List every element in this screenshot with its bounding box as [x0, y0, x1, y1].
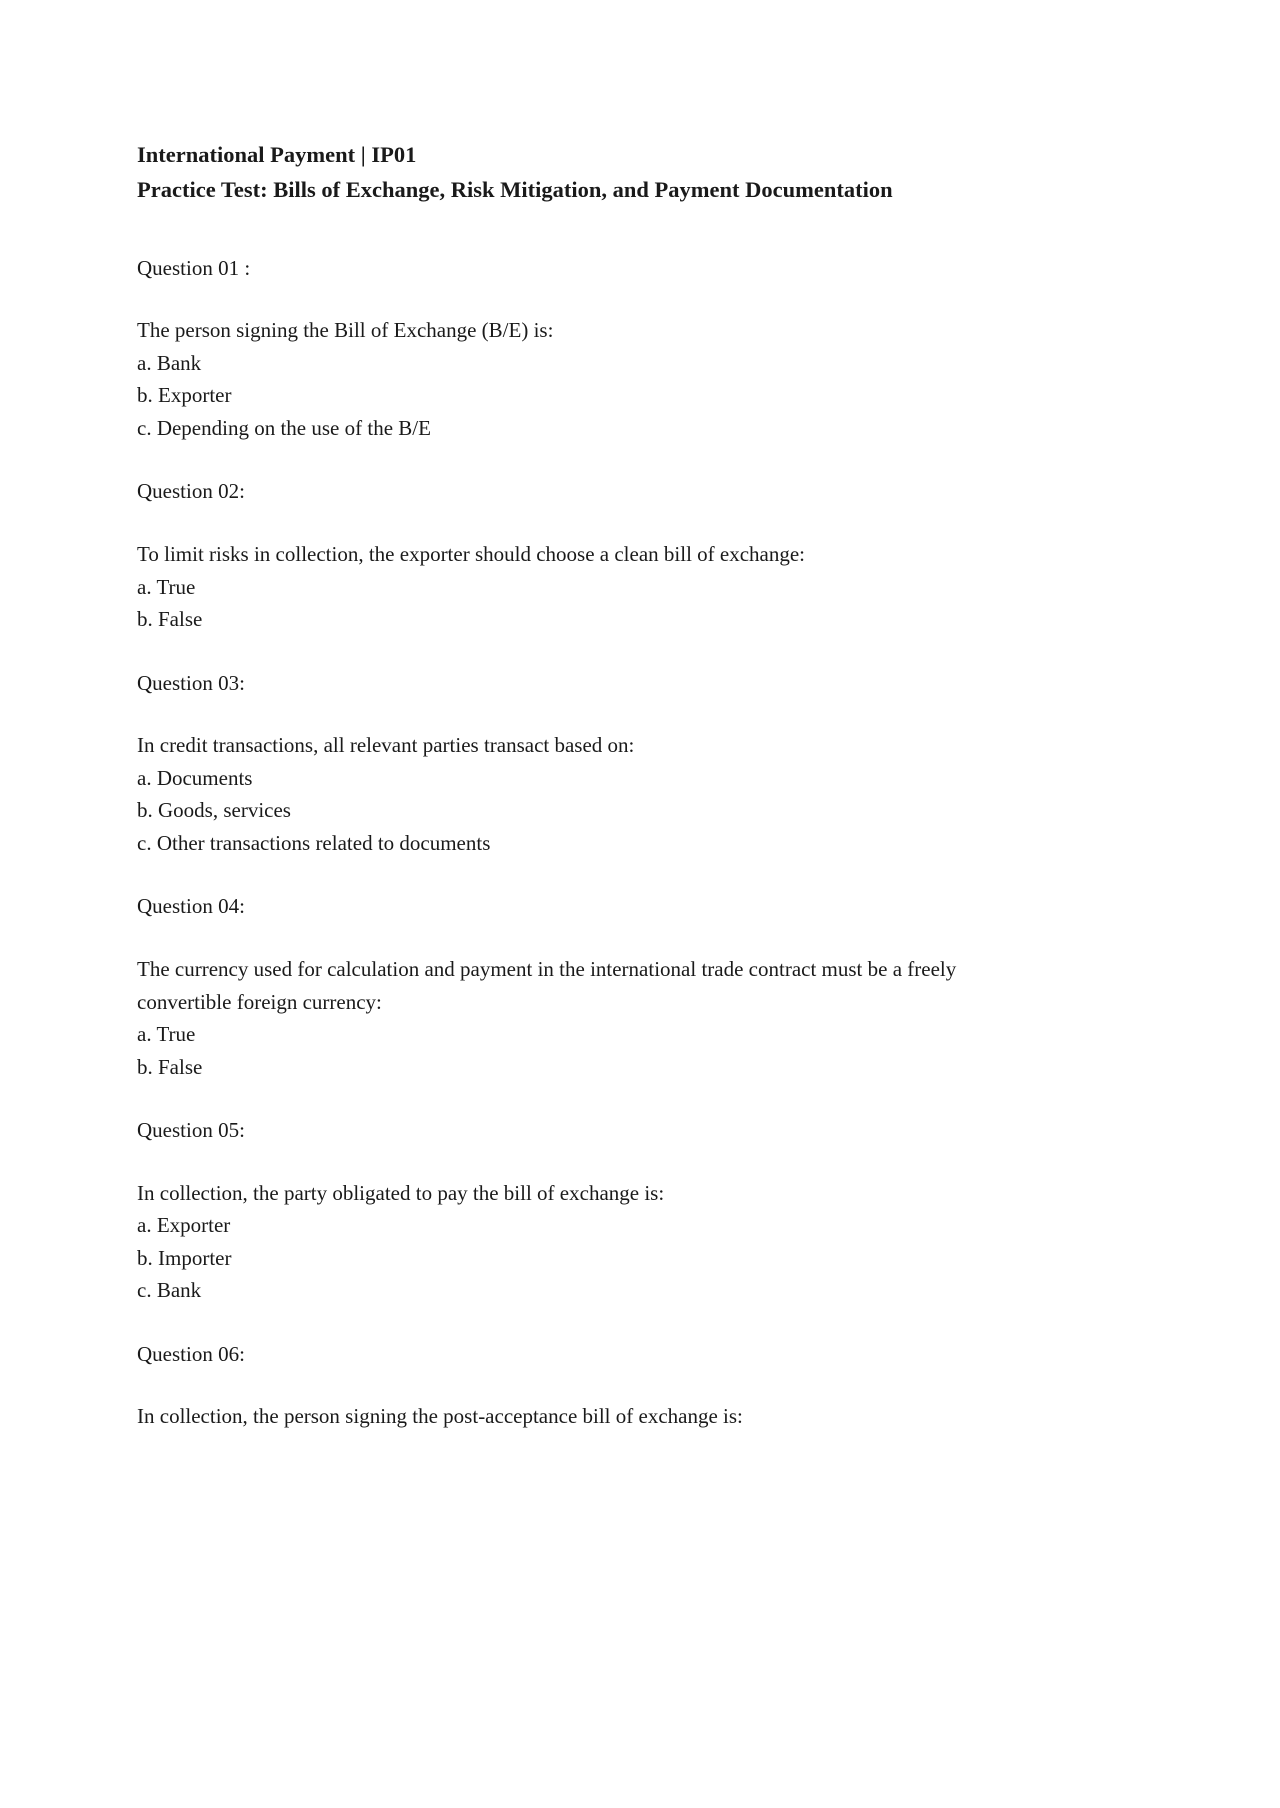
question-option: a. Bank: [137, 350, 202, 375]
document-subtitle: Practice Test: Bills of Exchange, Risk Mitigation, and Payment Documentation: [137, 176, 893, 202]
question-option: c. Bank: [137, 1278, 202, 1303]
question-options: [137, 347, 1150, 445]
question-block: [137, 667, 1150, 860]
question-option: b. Goods, services: [137, 798, 291, 823]
question-options: [137, 1209, 1150, 1307]
question-option: a. Exporter: [137, 1213, 231, 1238]
question-options: [137, 762, 1150, 860]
questions: [137, 252, 1150, 1433]
question-option: c. Other transactions related to documents: [137, 830, 491, 855]
question-label: Question 03:: [137, 670, 245, 695]
question-option: c. Depending on the use of the B/E: [137, 415, 431, 440]
question-option: a. True: [137, 1022, 196, 1047]
document-header: [137, 138, 1150, 208]
question-option: b. False: [137, 1054, 203, 1079]
question-options: [137, 1018, 1150, 1083]
question-option: b. Importer: [137, 1245, 232, 1270]
question-label: Question 06:: [137, 1341, 245, 1366]
question-option: b. False: [137, 607, 203, 632]
question-block: [137, 475, 1150, 635]
question-label: Question 05:: [137, 1118, 245, 1143]
question-text: The person signing the Bill of Exchange (B/E) is:: [137, 318, 554, 343]
question-block: [137, 890, 1150, 1083]
question-block: [137, 252, 1150, 445]
question-block: [137, 1338, 1150, 1433]
question-block: [137, 1114, 1150, 1307]
question-text: In collection, the party obligated to pay the bill of exchange is:: [137, 1180, 665, 1205]
question-option: a. Documents: [137, 765, 253, 790]
document-title: International Payment | IP01: [137, 142, 417, 167]
question-options: [137, 571, 1150, 636]
question-label: Question 04:: [137, 894, 245, 919]
question-label: Question 01 :: [137, 255, 251, 280]
question-label: Question 02:: [137, 479, 245, 504]
question-text: In credit transactions, all relevant parties transact based on:: [137, 733, 635, 758]
question-option: b. Exporter: [137, 383, 232, 408]
question-text: In collection, the person signing the post-acceptance bill of exchange is:: [137, 1404, 743, 1429]
question-text: To limit risks in collection, the exporter should choose a clean bill of exchange:: [137, 542, 806, 567]
question-option: a. True: [137, 574, 196, 599]
question-text: The currency used for calculation and payment in the international trade contract must be a freely convertible foreign currency:: [137, 956, 957, 1014]
